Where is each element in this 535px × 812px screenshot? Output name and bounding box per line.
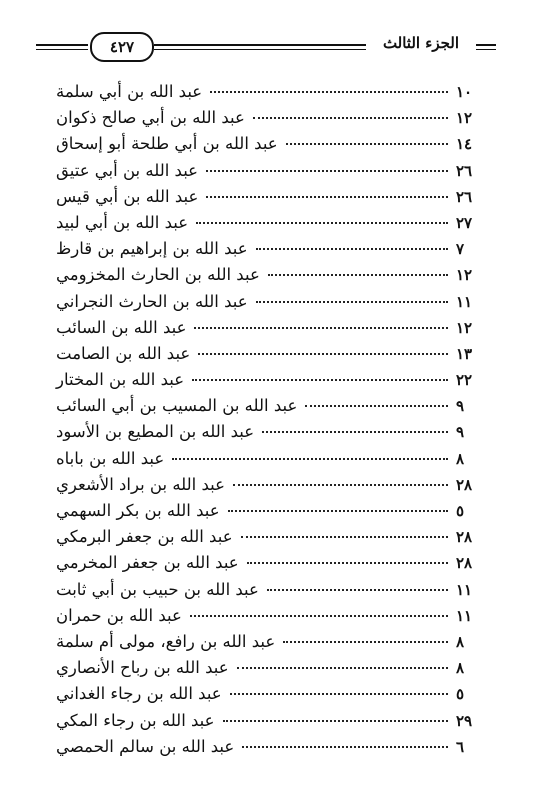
index-entry (56, 658, 482, 684)
index-entry (56, 737, 482, 763)
dot-leader (242, 746, 448, 748)
entry-page-number: ١٣ (456, 344, 473, 363)
index-entry (56, 422, 482, 448)
dot-leader (283, 641, 448, 643)
entry-name: عبد الله بن سالم الحمصي (56, 736, 235, 756)
index-entry (56, 501, 482, 527)
index-entry (56, 344, 482, 370)
header-rule-right (476, 44, 496, 50)
index-entry (56, 239, 482, 265)
index-entry (56, 82, 482, 108)
entry-name: عبد الله بن أبي سلمة (56, 82, 203, 101)
index-entry (56, 134, 482, 160)
index-entry (56, 475, 482, 501)
entry-page-number: ٩ (456, 423, 465, 442)
dot-leader (233, 484, 448, 486)
entry-name: عبد الله بن إبراهيم بن قارظ (56, 239, 248, 259)
entry-page-number: ٨ (456, 632, 465, 651)
dot-leader (267, 589, 448, 591)
dot-leader (206, 170, 448, 172)
dot-leader (223, 720, 448, 722)
dot-leader (190, 615, 448, 617)
entry-page-number: ١١ (456, 292, 473, 311)
dot-leader (196, 222, 448, 224)
dot-leader (256, 248, 448, 250)
entry-page-number: ٥ (456, 685, 465, 704)
index-entry (56, 396, 482, 422)
entry-name: عبد الله بن باباه (56, 448, 165, 468)
entry-page-number: ٨ (456, 449, 465, 468)
entry-name: عبد الله بن أبي طلحة أبو إسحاق (56, 134, 278, 154)
dot-leader (241, 536, 448, 538)
dot-leader (192, 379, 448, 381)
entry-page-number: ١٠ (456, 83, 473, 101)
entry-name: عبد الله بن أبي صالح ذكوان (56, 108, 245, 128)
index-entry (56, 553, 482, 579)
dot-leader (268, 274, 448, 276)
entry-name: عبد الله بن أبي قيس (56, 186, 199, 206)
dot-leader (256, 301, 448, 303)
entry-name: عبد الله بن المطيع بن الأسود (56, 422, 255, 442)
dot-leader (247, 562, 448, 564)
entry-name: عبد الله بن رجاء المكي (56, 710, 215, 730)
dot-leader (198, 353, 448, 355)
entry-name: عبد الله بن بكر السهمي (56, 501, 220, 520)
entry-page-number: ١٢ (456, 318, 473, 337)
index-entry (56, 684, 482, 710)
dot-leader (228, 510, 448, 512)
entry-name: عبد الله بن الحارث النجراني (56, 291, 248, 311)
entry-page-number: ٥ (456, 502, 465, 520)
entry-name: عبد الله بن جعفر المخرمي (56, 553, 239, 573)
entry-name: عبد الله بن رافع، مولى أم سلمة (56, 631, 276, 651)
entry-name: عبد الله بن رباح الأنصاري (56, 658, 229, 678)
dot-leader (237, 667, 448, 669)
dot-leader (206, 196, 448, 198)
index-entry (56, 213, 482, 239)
index-entry (56, 580, 482, 606)
entry-page-number: ١١ (456, 606, 473, 625)
dot-leader (253, 117, 448, 119)
page-number: ٤٢٧ (90, 32, 154, 62)
dot-leader (210, 91, 448, 93)
dot-leader (262, 431, 448, 433)
entry-name: عبد الله بن جعفر البرمكي (56, 527, 233, 547)
entry-page-number: ٢٢ (456, 371, 473, 390)
entry-name: عبد الله بن الحارث المخزومي (56, 265, 260, 285)
page-header (36, 30, 496, 66)
index-entry (56, 292, 482, 318)
entry-page-number: ٢٦ (456, 161, 473, 180)
entry-name: عبد الله بن رجاء الغداني (56, 684, 222, 704)
entry-name: عبد الله بن المختار (56, 370, 185, 390)
index-entry (56, 606, 482, 632)
dot-leader (172, 458, 448, 460)
dot-leader (305, 405, 448, 407)
entry-page-number: ١٢ (456, 109, 473, 128)
dot-leader (194, 327, 448, 329)
index-entry (56, 632, 482, 658)
entry-page-number: ١٢ (456, 266, 473, 285)
entry-name: عبد الله بن أبي عتيق (56, 160, 199, 180)
entry-page-number: ٧ (456, 240, 465, 259)
entry-name: عبد الله بن أبي لبيد (56, 212, 189, 232)
header-rule-left (36, 44, 88, 50)
entry-page-number: ٢٨ (456, 528, 473, 547)
entry-page-number: ١١ (456, 580, 473, 599)
entry-name: عبد الله بن السائب (56, 317, 187, 337)
entry-page-number: ٢٨ (456, 475, 473, 494)
index-entry (56, 527, 482, 553)
index-entry (56, 711, 482, 737)
entry-name: عبد الله بن المسيب بن أبي السائب (56, 396, 298, 416)
index-entry (56, 108, 482, 134)
index-entry (56, 265, 482, 291)
dot-leader (286, 143, 448, 145)
entry-page-number: ٢٩ (456, 711, 473, 730)
entry-page-number: ٢٦ (456, 187, 473, 206)
dot-leader (230, 693, 448, 695)
header-rule-middle (154, 44, 366, 50)
entry-page-number: ٢٨ (456, 554, 473, 573)
running-title: الجزء الثالث (382, 34, 460, 52)
entry-name: عبد الله بن الصامت (56, 343, 191, 363)
entry-name: عبد الله بن حبيب بن أبي ثابت (56, 579, 259, 599)
entry-page-number: ٨ (456, 659, 465, 678)
index-list (56, 82, 482, 763)
index-entry (56, 449, 482, 475)
index-entry (56, 187, 482, 213)
index-entry (56, 161, 482, 187)
index-entry (56, 318, 482, 344)
entry-page-number: ٢٧ (456, 213, 473, 232)
index-entry (56, 370, 482, 396)
entry-name: عبد الله بن حمران (56, 605, 182, 625)
entry-name: عبد الله بن براد الأشعري (56, 474, 225, 494)
entry-page-number: ٦ (456, 737, 465, 756)
entry-page-number: ١٤ (456, 135, 473, 154)
entry-page-number: ٩ (456, 397, 465, 416)
